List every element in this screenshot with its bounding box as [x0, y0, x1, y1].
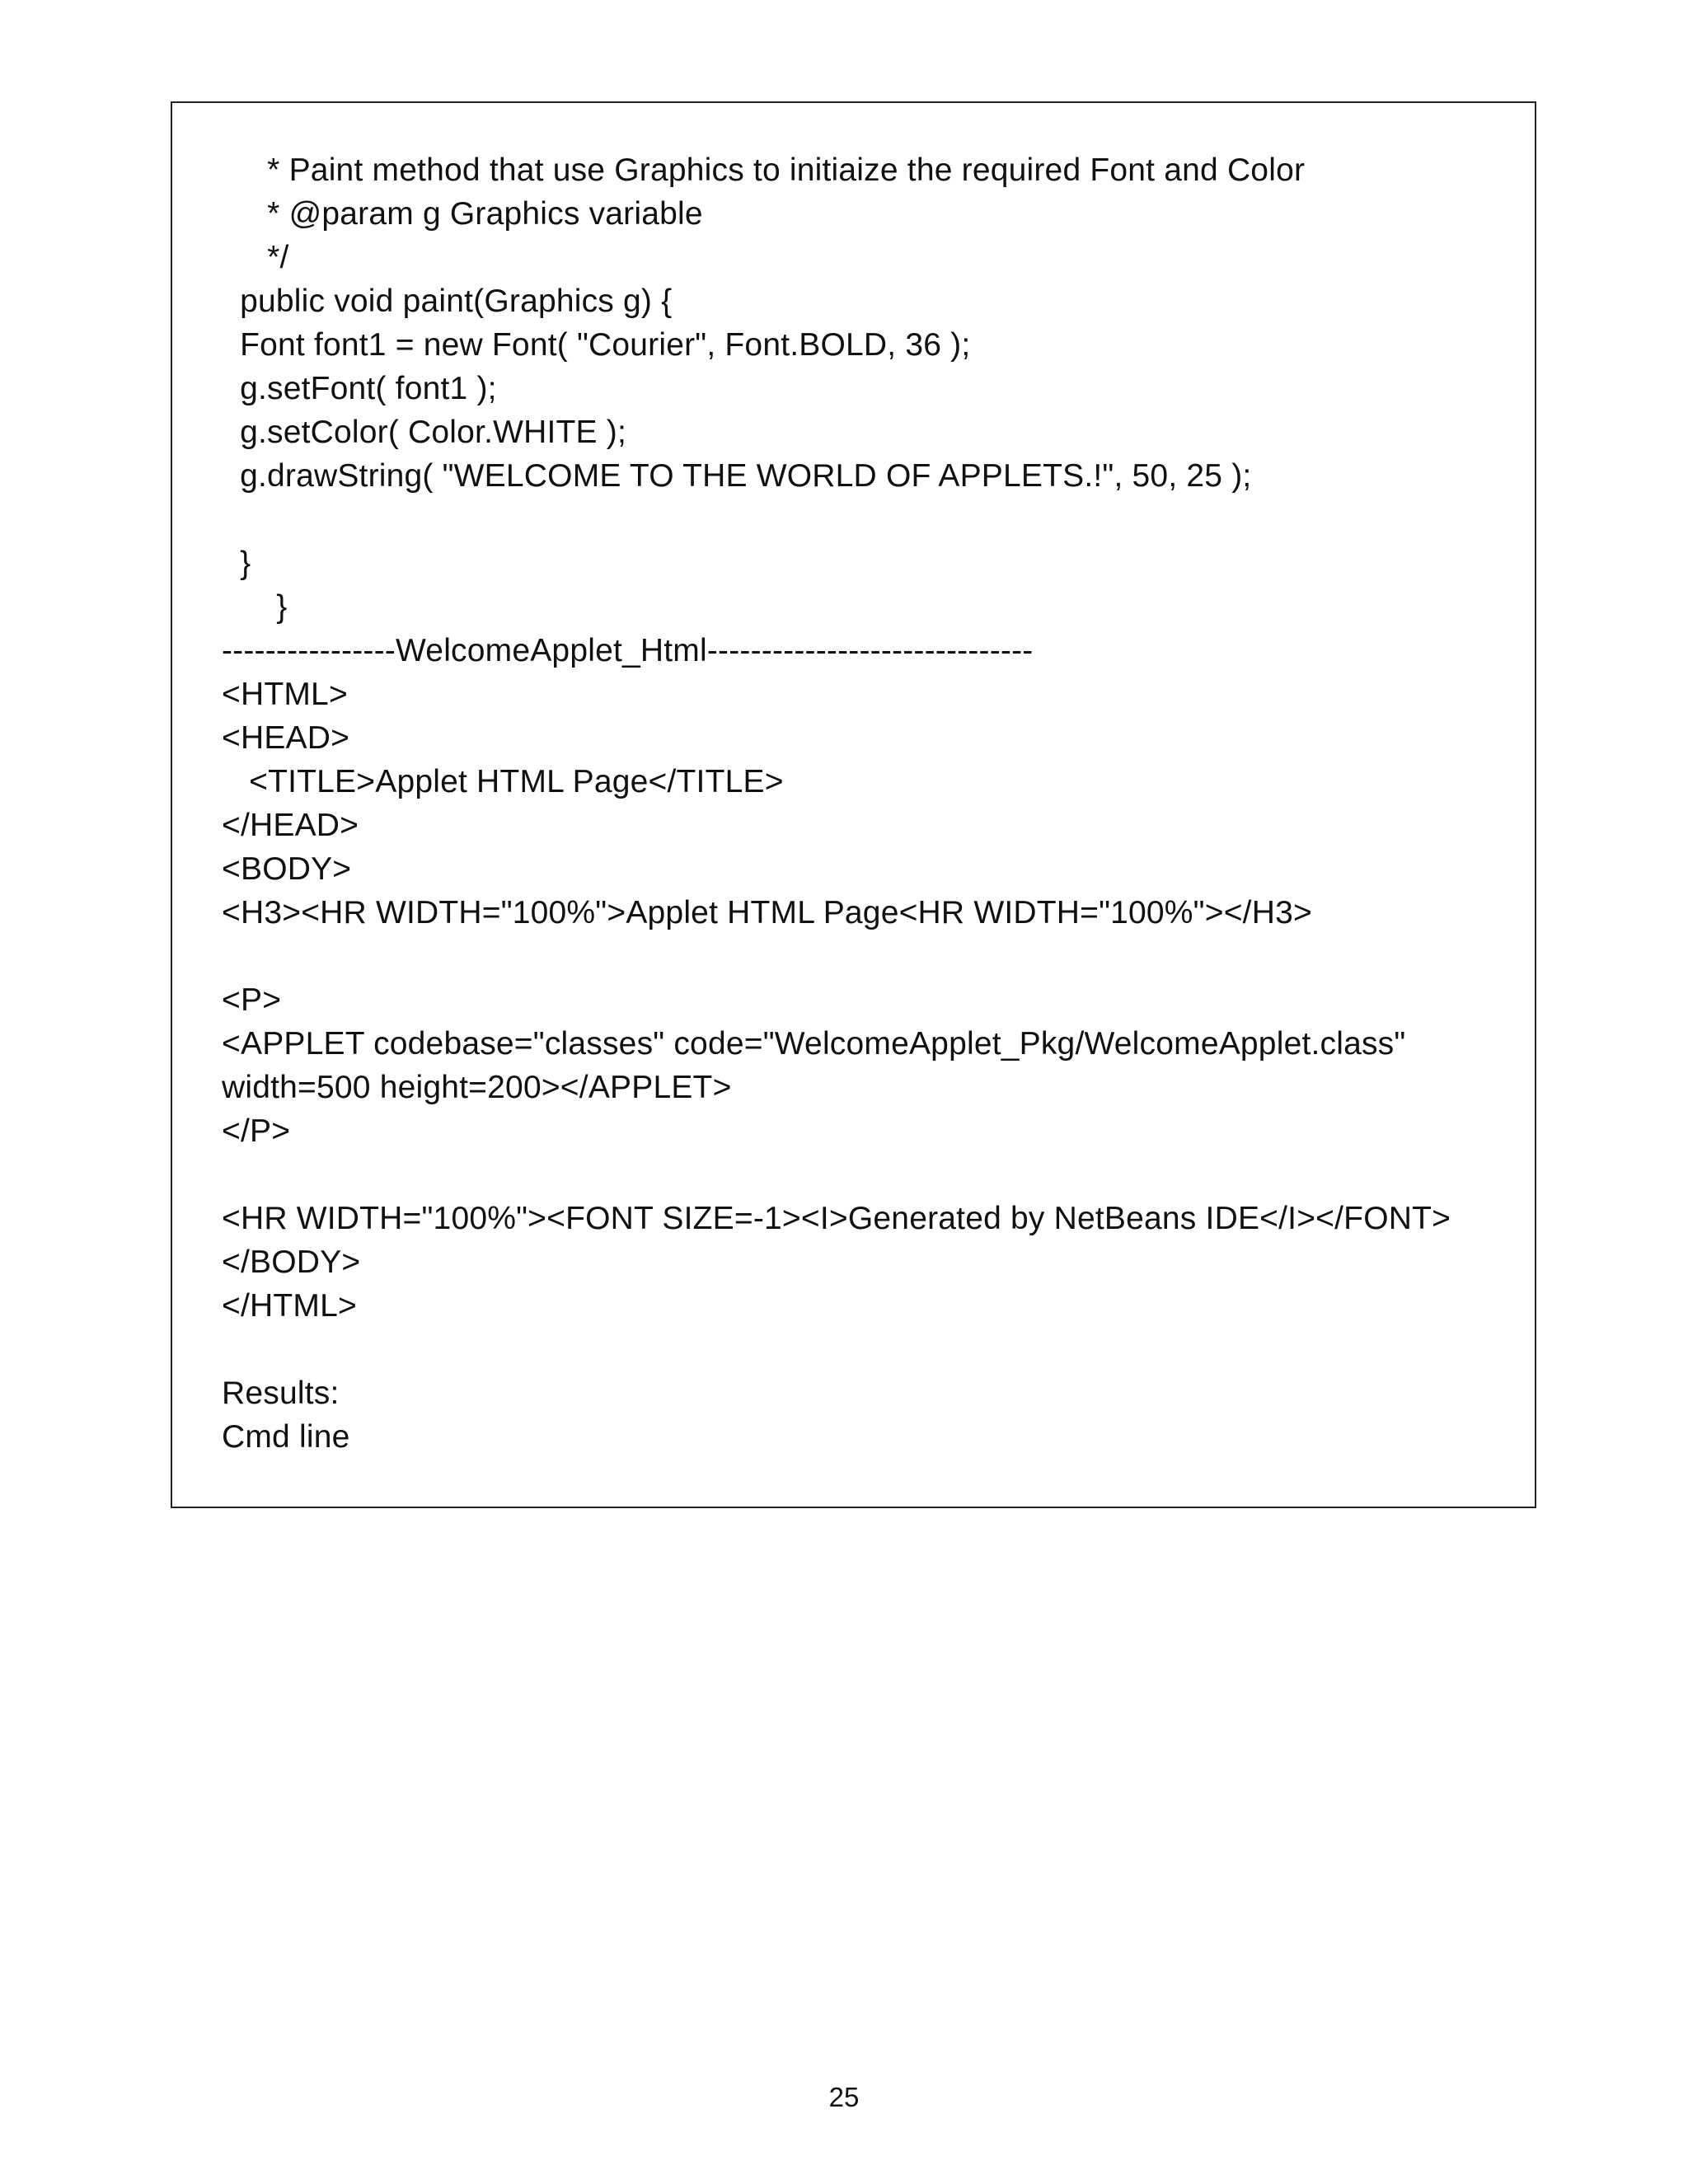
code-line: <HTML> [222, 677, 348, 712]
code-line: } [222, 546, 251, 581]
blank-line [222, 1153, 1451, 1197]
page-number: 25 [828, 2082, 860, 2112]
code-line: <BODY> [222, 851, 352, 887]
code-line: <TITLE>Applet HTML Page</TITLE> [222, 764, 784, 799]
code-line: </HTML> [222, 1288, 357, 1324]
code-line: public void paint(Graphics g) { [222, 284, 673, 319]
code-line: * @param g Graphics variable [222, 196, 703, 232]
code-line: Font font1 = new Font( "Courier", Font.BOLD, 36 ); [222, 327, 971, 363]
code-line: <HEAD> [222, 720, 350, 756]
results-heading: Results: [222, 1376, 340, 1411]
code-line: </HEAD> [222, 808, 359, 843]
code-line: width=500 height=200></APPLET> [222, 1070, 732, 1105]
section-divider: ----------------WelcomeApplet_Html------------------------------ [222, 633, 1034, 668]
code-line: * Paint method that use Graphics to initiaize the required Font and Color [222, 152, 1306, 188]
blank-line [222, 498, 1451, 541]
code-line: } [222, 589, 288, 625]
code-line: <P> [222, 982, 282, 1018]
code-listing-box [171, 101, 1536, 1508]
blank-line [222, 935, 1451, 978]
code-line: </P> [222, 1113, 291, 1149]
code-line: </BODY> [222, 1244, 361, 1280]
code-line: <H3><HR WIDTH="100%">Applet HTML Page<HR WIDTH="100%"></H3> [222, 895, 1312, 930]
code-line: g.setFont( font1 ); [222, 371, 497, 406]
code-listing [222, 148, 1451, 1459]
code-line: <APPLET codebase="classes" code="WelcomeApplet_Pkg/WelcomeApplet.class" [222, 1026, 1406, 1062]
code-line: g.setColor( Color.WHITE ); [222, 415, 627, 450]
blank-line [222, 1328, 1451, 1371]
code-line: g.drawString( "WELCOME TO THE WORLD OF APPLETS.!", 50, 25 ); [222, 458, 1252, 494]
results-subheading: Cmd line [222, 1419, 350, 1455]
code-line: <HR WIDTH="100%"><FONT SIZE=-1><I>Generated by NetBeans IDE</I></FONT> [222, 1201, 1451, 1236]
code-line: */ [222, 240, 289, 275]
